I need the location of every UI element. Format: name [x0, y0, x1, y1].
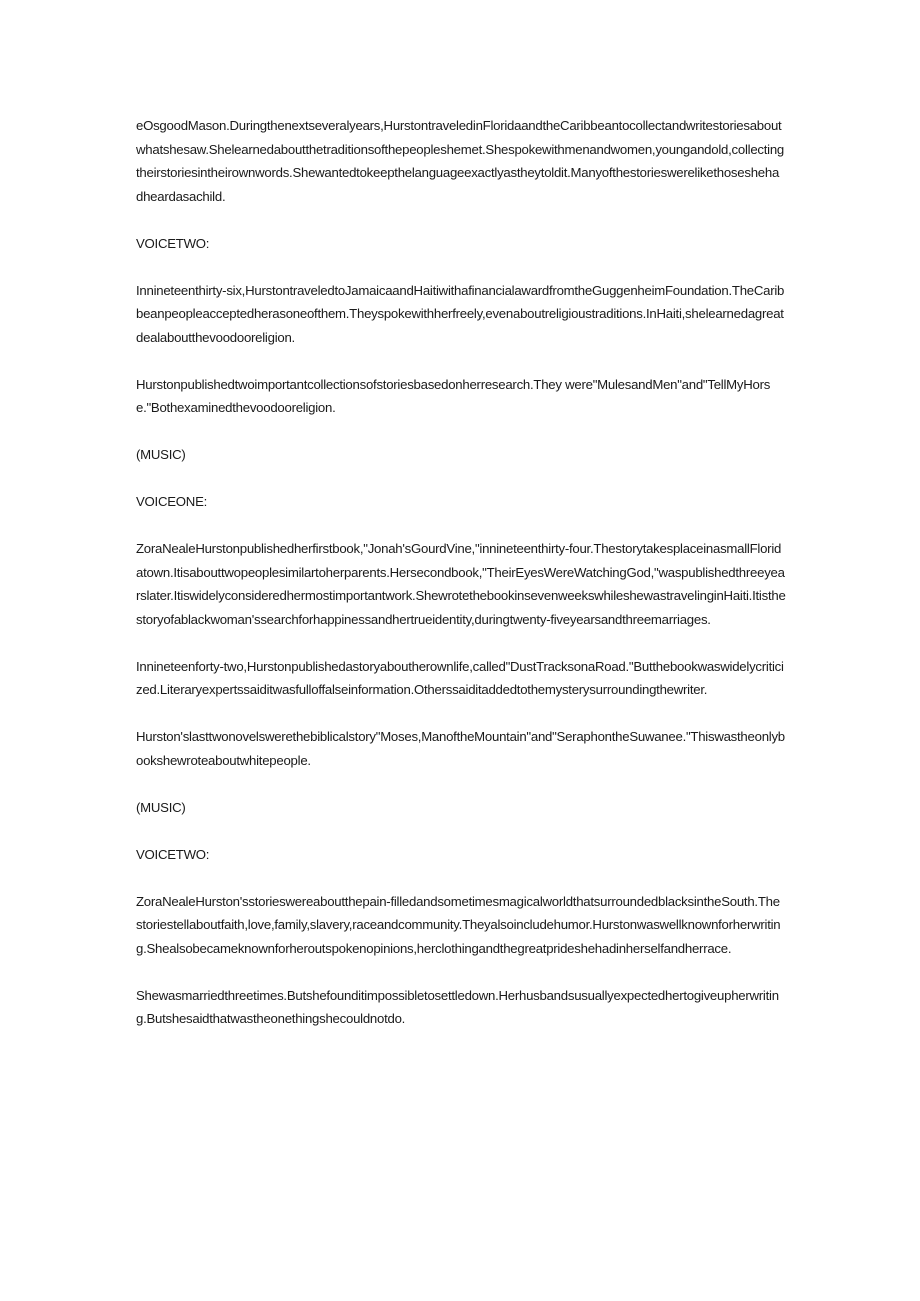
speaker-label: VOICETWO: [136, 846, 210, 862]
speaker-label: VOICETWO: [136, 235, 210, 251]
music-cue: (MUSIC) [136, 799, 186, 815]
paragraph: eOsgoodMason.Duringthenextseveralyears,HurstontraveledinFloridaandtheCaribbeantocollectandwritestoriesaboutwhatshesaw.Shelearnedaboutthetraditionsofthepeopleshemet.Shespokewithmenandwomen,youngandold,collectingtheirstoriesintheirownwords.Shewantedtokeepthelanguageexactlyastheytoldit.Manyofthestorieswerelikethoseshehadheardasachild. [136, 118, 785, 204]
paragraph: Innineteenthirty-six,HurstontraveledtoJamaicaandHaitiwithafinancialawardfromtheGuggenheimFoundation.TheCaribbeanpeopleacceptedherasoneofthem.Theyspokewithherfreely,evenaboutreligioustraditions.InHaiti,shelearnedagreatdealaboutthevoodooreligion. [136, 282, 785, 345]
speaker-label: VOICEONE: [136, 494, 208, 509]
paragraph: Innineteenforty-two,Hurstonpublishedastoryaboutherownlife,called"DustTracksonaRoad."Butthebookwaswidelycriticized.Literaryexpertssaiditwasfulloffalseinformation.Otherssaiditaddedtothemysterysurroundingthewriter. [136, 658, 784, 697]
paragraph: Hurstonpublishedtwoimportantcollectionsofstoriesbasedonherresearch.They were"MulesandMen"and"TellMyHorse."Bothexaminedthevoodooreligion. [136, 376, 771, 415]
paragraph: Hurston'slasttwonovelswerethebiblicalstory"Moses,ManoftheMountain"and"SeraphontheSuwanee."Thiswastheonlybookshewroteaboutwhitepeople. [136, 729, 785, 768]
paragraph: Shewasmarriedthreetimes.Butshefounditimpossibletosettledown.Herhusbandsusuallyexpectedhertogiveupherwriting.Butshesaidthatwastheonethingshecouldnotdo. [136, 987, 779, 1026]
music-cue: (MUSIC) [136, 447, 186, 462]
document-page [136, 114, 786, 1054]
paragraph: ZoraNealeHurstonpublishedherfirstbook,"Jonah'sGourdVine,"innineteenthirty-four.ThestorytakesplaceinasmallFloridatown.Itisabouttwopeoplesimilartoherparents.Hersecondbook,"TheirEyesWereWatchingGod,"waspublishedthreeyearslater.Itiswidelyconsideredhermostimportantwork.ShewrotethebookinsevenweekswhileshewastravelinginHaiti.Itisthestoryofablackwoman'ssearchforhappinessandhertrueidentity,duringtwenty-fiveyearsandthreemarriages. [136, 541, 786, 627]
paragraph: ZoraNealeHurston'sstorieswereaboutthepain-filledandsometimesmagicalworldthatsurroundedblacksintheSouth.Thestoriestellaboutfaith,love,family,slavery,raceandcommunity.Theyalsoincludehumor.Hurstonwaswellknownforherwriting.Shealsobecameknownforheroutspokenopinions,herclothingandthegreatprideshehadinherselfandherrace. [136, 893, 781, 956]
